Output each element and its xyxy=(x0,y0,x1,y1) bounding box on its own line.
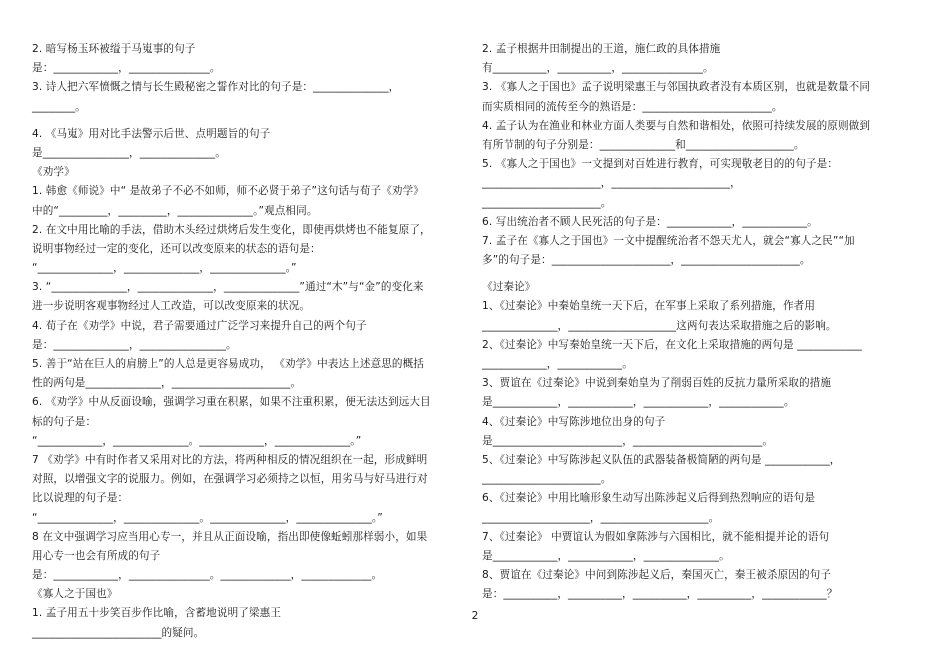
right-line: 4. 孟子认为在渔业和林业方面人类要与自然和谐相处，依照可持续发展的原则做到 xyxy=(482,119,871,132)
right-line: 5. 《寡人之于国也》一文提到对百姓进行教育，可实现敬老目的的句子是： xyxy=(482,158,838,171)
right-line: 4、《过秦论》中写陈涉地位出身的句子 xyxy=(482,415,666,428)
left-line: “______________，______________。______________，______________。” xyxy=(32,511,383,524)
left-line: 对照，以增强文字的说服力。例如，在强调学习必须持之以恒，用劣马与好马进行对 xyxy=(32,473,428,486)
right-line: 7. 孟子在《寡人之于国也》一文中提醒统治者不怨天尤人，就会“寡人之民”“加 xyxy=(482,234,855,247)
right-line: 1、《过秦论》中秦始皇统一天下后，在军事上采取了系列措施，作者用 xyxy=(482,300,816,313)
right-line: 《过秦论》 xyxy=(482,281,536,294)
left-line: 8 在文中强调学习应当用心专一，并且从正面设喻，指出即使像蚯蚓那样弱小，如果 xyxy=(32,530,428,543)
left-line: 《劝学》 xyxy=(32,166,75,179)
left-line: 2. 暗写杨玉环被缢于马嵬事的句子 xyxy=(32,43,196,55)
left-line: 4. 《马嵬》用对比手法警示后世、点明题旨的句子 xyxy=(32,127,271,140)
left-line: 是：____________，_______________。_____________，_____________。 xyxy=(32,569,383,582)
right-line: 有所节制的句子分别是：______________和____________________。 xyxy=(482,138,805,151)
left-line: 《寡人之于国也》 xyxy=(32,588,118,601)
left-line: 2. 在文中用比喻的手法，借助木头经过烘烤后发生变化，即使再烘烤也不能复原了， xyxy=(32,223,431,236)
left-line: 6. 《劝学》中从反面设喻，强调学习重在积累，如果不注重积累，便无法达到远大目 xyxy=(32,396,431,409)
left-line: 3. 诗人把六军愤慨之情与长生殿秘密之誓作对比的句子是：______________， xyxy=(32,81,400,94)
left-line: 5. 善于“站在巨人的肩膀上”的人总是更容易成功， 《劝学》中表达上述意思的概括 xyxy=(32,358,425,370)
left-line: ________________________的疑问。 xyxy=(32,626,205,639)
left-line: 比以说理的句子是： xyxy=(32,492,129,505)
left-line: 7 《劝学》中有时作者又采用对比的方法，将两种相反的情况组织在一起，形成鲜明 xyxy=(32,453,428,466)
left-line: 进一步说明客观事物经过人工改造，可以改变原来的状况。 xyxy=(32,300,311,313)
left-line: 说明事物经过一定的变化，还可以改变原来的状态的语句是： xyxy=(32,242,321,255)
right-line: 是________________________，________________________。 xyxy=(482,434,774,447)
right-line: 6、《过秦论》中用比喻形象生动写出陈涉起义后得到热烈响应的语句是 xyxy=(482,492,816,505)
left-line: 性的两句是______________，______________________。 xyxy=(32,377,302,390)
page-number: 2 xyxy=(471,610,479,622)
right-line: ____________，____________。 xyxy=(482,358,633,370)
right-line: ______________________，______________________， xyxy=(482,177,741,190)
right-line: 3、贾谊在《过秦论》中说到秦始皇为了削弱百姓的反抗力量所采取的措施 xyxy=(482,377,832,390)
left-line: ________。 xyxy=(32,100,86,113)
right-line: 2. 孟子根据井田制提出的王道，施仁政的具体措施 xyxy=(482,43,721,55)
left-column xyxy=(32,40,472,643)
right-line: ____________________，____________________。 xyxy=(482,511,720,524)
left-line: 1. 孟子用五十步笑百步作比喻，含蓄地说明了梁惠王 xyxy=(32,607,282,620)
right-line: 7、《过秦论》 中贾谊认为假如拿陈涉与六国相比，就不能相提并论的语句 xyxy=(482,530,830,543)
left-line: “______________，______________，______________。” xyxy=(32,262,297,275)
right-line: ______________，____________________这两句表达采取措施之后的影响。 xyxy=(482,319,837,332)
left-line xyxy=(32,117,472,125)
left-line: 中的“_________，_________，______________。”观点相同。 xyxy=(32,204,318,217)
right-line: 是：__________，__________，__________，__________，____________？ xyxy=(482,588,838,601)
left-line: 用心专一也会有所成的句子 xyxy=(32,549,161,562)
right-line: 6. 写出统治者不顾人民死活的句子是：____________，____________。 xyxy=(482,215,818,228)
left-line: 是：______________，________________。 xyxy=(32,338,237,351)
right-line: 是____________，____________，______________。 xyxy=(482,549,730,562)
right-line: ______________________。 xyxy=(482,473,612,486)
right-column xyxy=(482,40,922,604)
left-line: 是：____________，_______________。 xyxy=(32,62,221,75)
left-line: “____________，______________。____________，______________。” xyxy=(32,434,362,447)
left-line: 4. 荀子在《劝学》中说，君子需要通过广泛学习来提升自己的两个句子 xyxy=(32,319,367,332)
right-line: 是____________，____________，____________，____________。 xyxy=(482,396,795,409)
right-line: 2、《过秦论》中写秦始皇统一天下后，在文化上采取措施的两句是 ____________ xyxy=(482,338,862,351)
right-line: 3. 《寡人之于国也》孟子说明梁惠王与邻国执政者没有本质区别，也就是数量不同 xyxy=(482,81,871,94)
right-line: 而实质相同的流传至今的熟语是：________________________。 xyxy=(482,100,783,113)
left-line: 标的句子是： xyxy=(32,415,97,428)
right-line: 5、《过秦论》中写陈涉起义队伍的武器装备极简陋的两句是 ____________， xyxy=(482,453,841,466)
right-line: ______________________。 xyxy=(482,196,612,209)
left-line: 1. 韩愈《师说》中“ 是故弟子不必不如师，师不必贤于弟子”这句话与荀子《劝学》 xyxy=(32,185,425,198)
right-line: 有__________，__________，_______________。 xyxy=(482,62,714,75)
left-line: 3. “______________，______________，______________”通过“木”与“金”的变化来 xyxy=(32,281,424,294)
right-line: 8、贾谊在《过秦论》中问到陈涉起义后，秦国灭亡，秦王被杀原因的句子 xyxy=(482,569,832,582)
right-line xyxy=(482,270,922,278)
left-line: 是________________，______________。 xyxy=(32,146,226,159)
right-line: 多”的句子是：______________________，______________________。 xyxy=(482,254,811,267)
